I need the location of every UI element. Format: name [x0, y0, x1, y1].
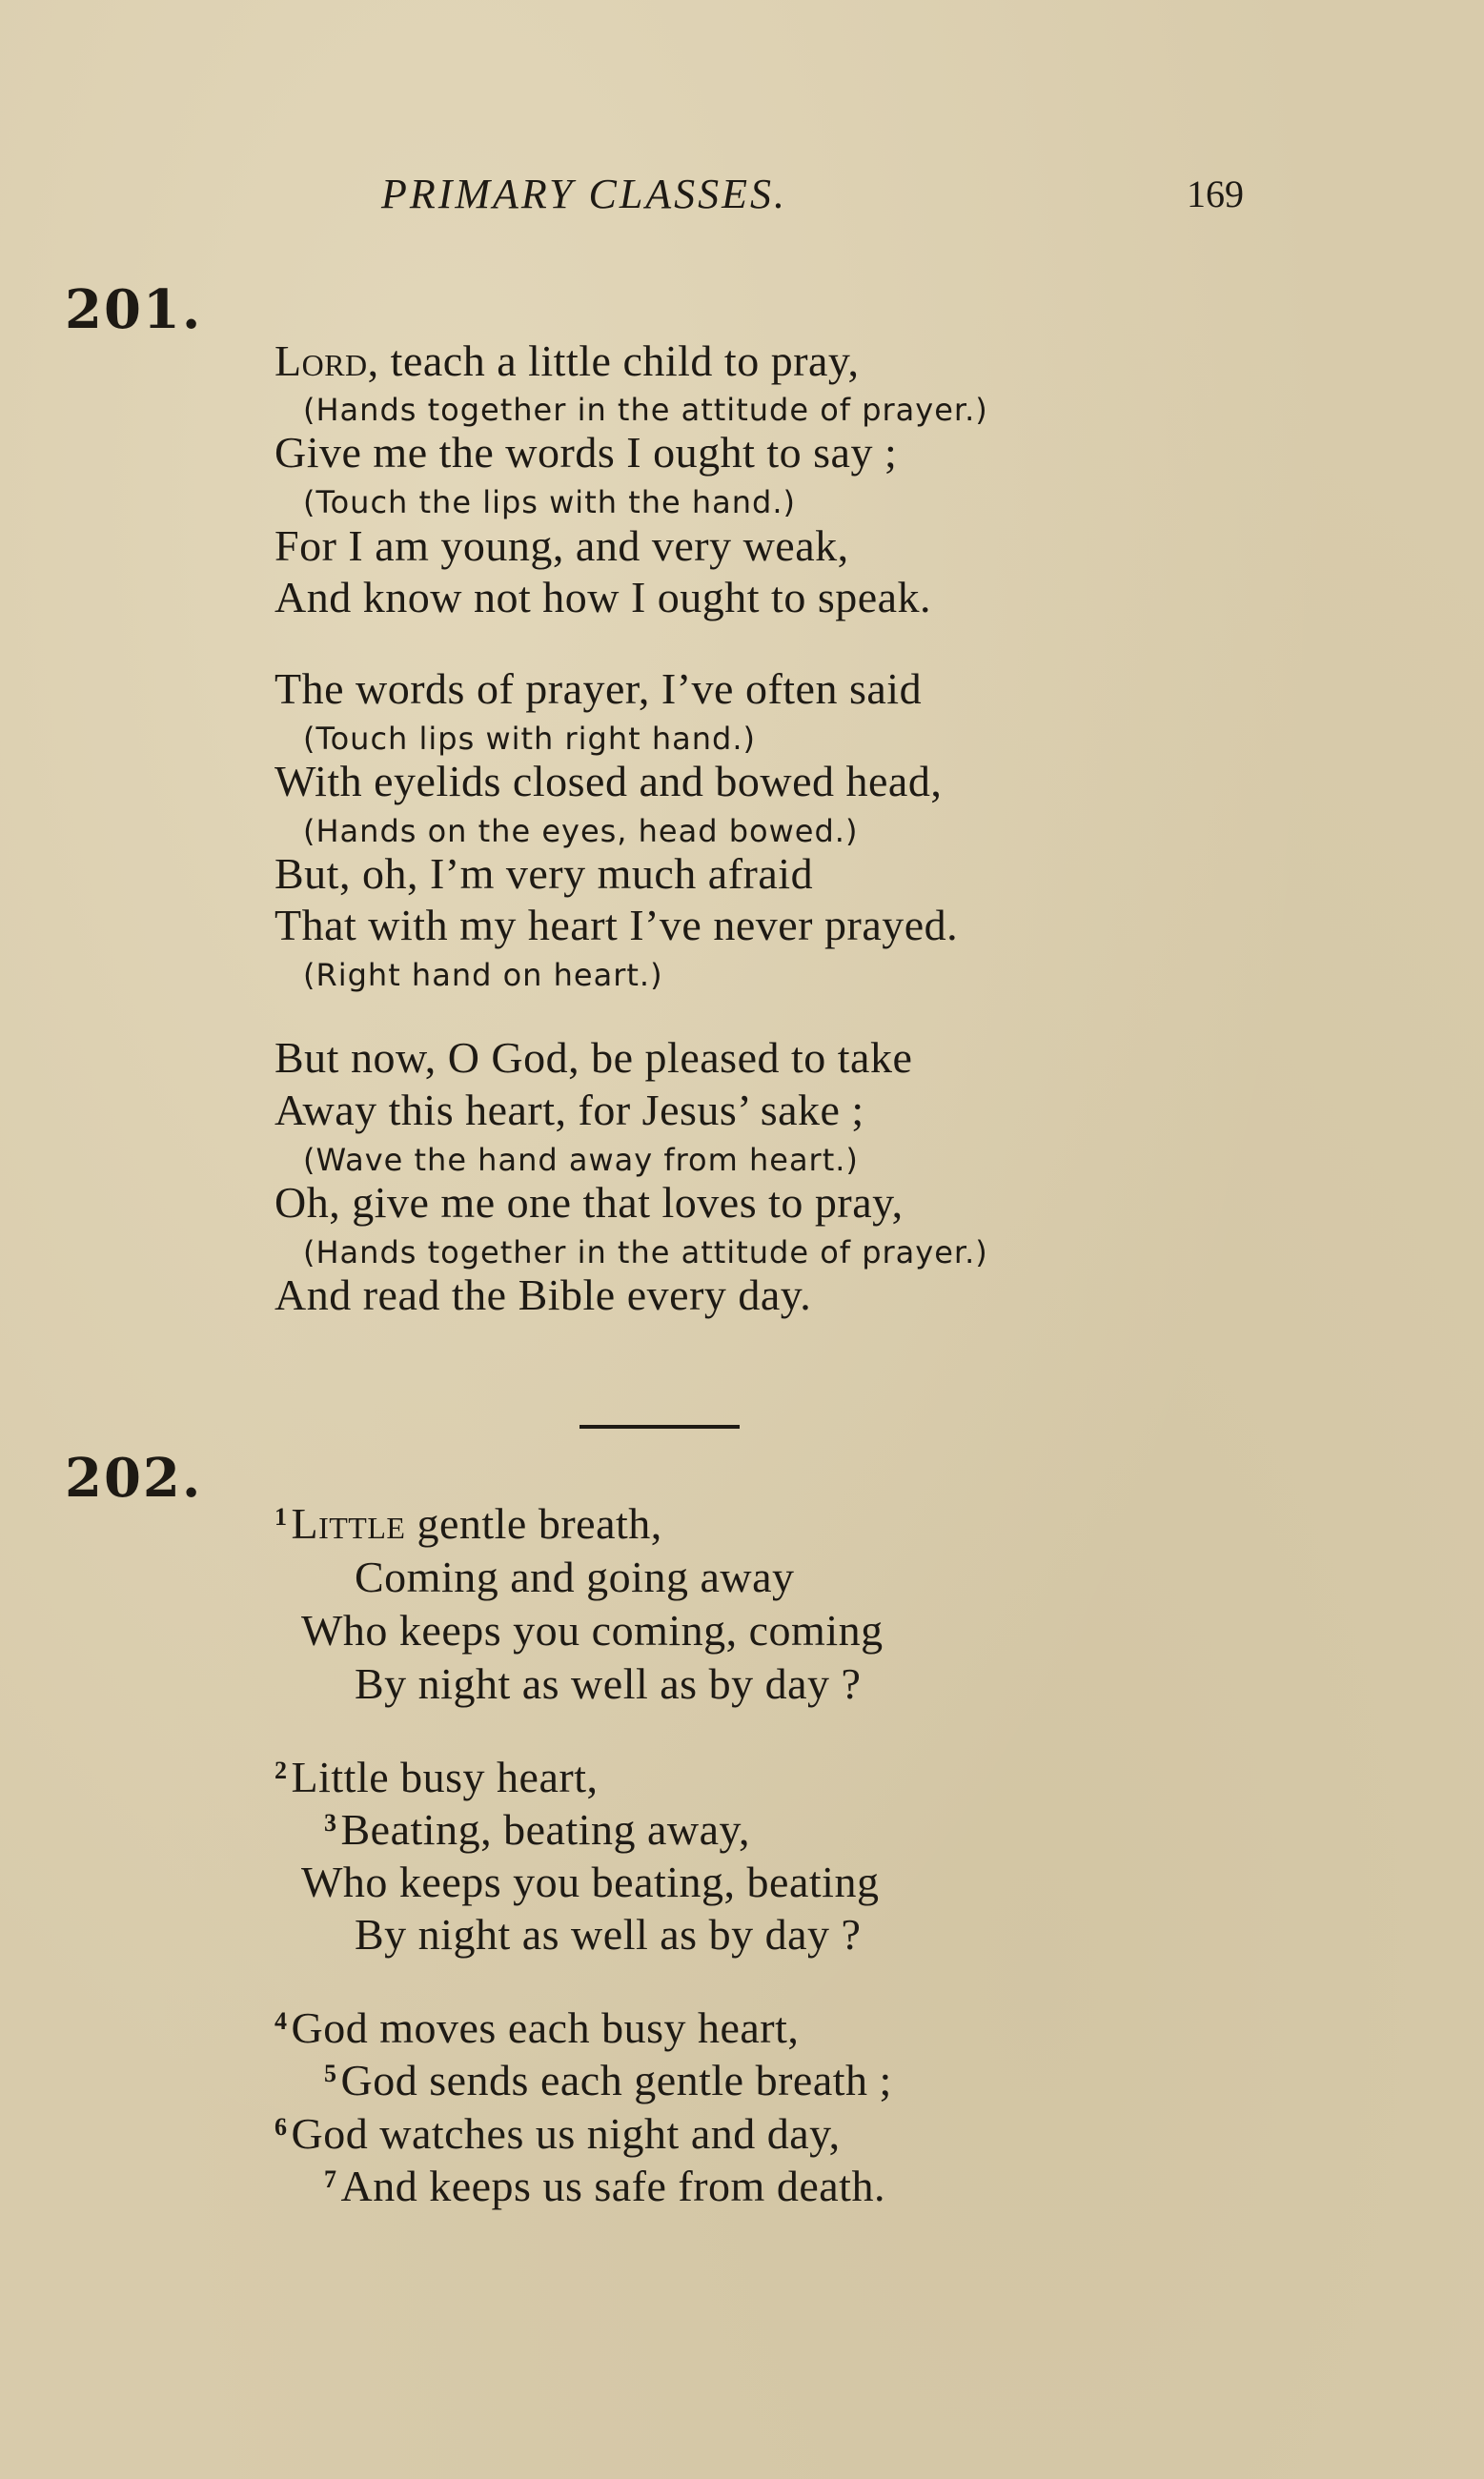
hymn-201-stanza2-line4: That with my heart I’ve never prayed. [274, 901, 959, 949]
hymn-201-stanza1-line3: For I am young, and very weak, [274, 521, 849, 570]
line-text: , teach a little child to pray, [367, 336, 860, 385]
hymn-201-stanza3-line2: Away this heart, for Jesus’ sake ; [274, 1086, 864, 1134]
hymn-202-stanza3-line4 [324, 2161, 885, 2211]
line-text: God sends each gentle breath ; [340, 2056, 892, 2104]
motion-marker: 7 [324, 2165, 337, 2193]
small-caps-lead: Lord [274, 336, 368, 385]
motion-marker: 5 [324, 2060, 337, 2087]
hymn-201-stanza2-line1: The words of prayer, I’ve often said [274, 664, 923, 713]
page-number: 169 [1187, 173, 1244, 215]
hymn-201-stanza3-direction1: (Wave the hand away from heart.) [303, 1142, 859, 1178]
hymn-201-number: 201. [65, 278, 203, 341]
line-text: God watches us night and day, [291, 2109, 841, 2158]
motion-marker: 4 [274, 2007, 288, 2035]
line-text: And keeps us safe from death. [340, 2162, 885, 2210]
line-text: God moves each busy heart, [291, 2003, 800, 2052]
line-text: gentle breath, [405, 1499, 662, 1548]
hymn-201-stanza1-direction1: (Hands together in the attitude of prayer.) [303, 392, 988, 428]
hymn-202-stanza2-line1 [274, 1752, 598, 1802]
motion-marker: 3 [324, 1809, 337, 1837]
hymn-201-stanza2-direction3: (Right hand on heart.) [303, 957, 663, 993]
hymn-202-stanza3-line2 [324, 2055, 892, 2105]
hymn-201-stanza3-line3: Oh, give me one that loves to pray, [274, 1178, 904, 1227]
hymn-201-stanza1-line2: Give me the words I ought to say ; [274, 428, 898, 477]
hymn-201-stanza1-line4: And know not how I ought to speak. [274, 573, 932, 621]
hymn-202-stanza2-line2 [324, 1804, 750, 1855]
hymn-202-stanza3-line3 [274, 2108, 841, 2159]
hymn-201-stanza2-line2: With eyelids closed and bowed head, [274, 757, 943, 805]
hymn-202-stanza1-line2: Coming and going away [355, 1553, 795, 1601]
hymn-201-stanza3-direction2: (Hands together in the attitude of prayer.) [303, 1234, 988, 1270]
line-text: Beating, beating away, [340, 1805, 751, 1854]
hymn-202-stanza1-line3: Who keeps you coming, coming [301, 1606, 884, 1655]
small-caps-lead: Little [291, 1499, 406, 1548]
hymn-202-stanza2-line3: Who keeps you beating, beating [301, 1858, 880, 1906]
hymn-202-stanza1-line4: By night as well as by day ? [355, 1659, 862, 1708]
hymn-201-stanza2-direction2: (Hands on the eyes, head bowed.) [303, 813, 859, 849]
hymn-201-stanza2-direction1: (Touch lips with right hand.) [303, 721, 756, 757]
hymn-202-stanza2-line4: By night as well as by day ? [355, 1910, 862, 1959]
hymn-202-stanza1-line1 [274, 1498, 662, 1549]
hymn-201-stanza3-line1: But now, O God, be pleased to take [274, 1033, 913, 1082]
line-text: Little busy heart, [291, 1753, 599, 1801]
hymn-201-stanza1-line1 [274, 335, 859, 386]
hymn-202-number: 202. [65, 1447, 203, 1510]
motion-marker: 2 [274, 1757, 288, 1784]
running-title: PRIMARY CLASSES. [381, 171, 788, 217]
hymn-201-stanza3-line4: And read the Bible every day. [274, 1270, 812, 1319]
hymn-201-stanza1-direction2: (Touch the lips with the hand.) [303, 484, 797, 520]
hymn-202-stanza3-line1 [274, 2002, 799, 2053]
section-divider-rule [579, 1425, 740, 1429]
motion-marker: 1 [274, 1503, 288, 1531]
hymn-201-stanza2-line3: But, oh, I’m very much afraid [274, 849, 814, 898]
motion-marker: 6 [274, 2113, 288, 2141]
